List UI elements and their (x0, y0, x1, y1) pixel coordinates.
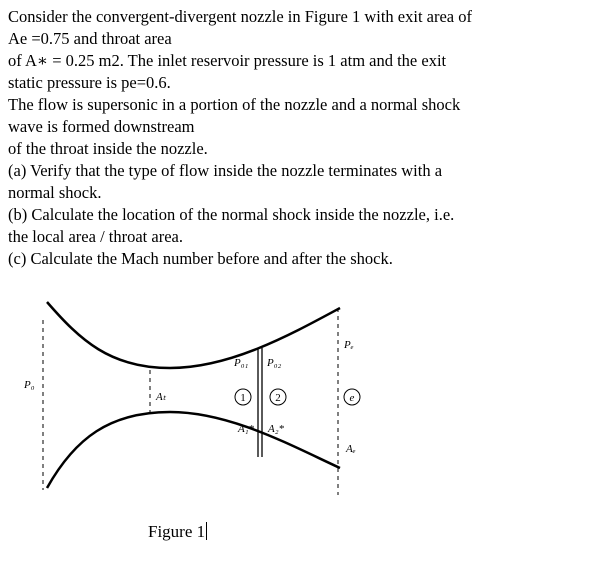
nozzle-upper-wall (47, 302, 340, 368)
exit-state-label: e (349, 392, 355, 404)
throat-area-label: Aₜ (156, 391, 166, 403)
reservoir-pressure-label: P₀ (24, 379, 35, 391)
problem-statement (8, 6, 600, 270)
problem-line: The flow is supersonic in a portion of the nozzle and a normal shock (8, 95, 461, 114)
state-2-label: 2 (275, 392, 281, 404)
exit-area-label: Aₑ (346, 443, 356, 455)
stagnation-pressure-1-label: P₀₁ (234, 357, 249, 369)
nozzle-figure (0, 290, 608, 520)
problem-line: static pressure is pe=0.6. (8, 73, 171, 92)
problem-line: (c) Calculate the Mach number before and after the shock. (8, 249, 393, 268)
problem-line: (b) Calculate the location of the normal shock inside the nozzle, i.e. (8, 205, 455, 224)
figure-caption-text: Figure 1 (148, 522, 206, 541)
throat-area-2-label: A₂* (268, 423, 285, 435)
state-1-label: 1 (240, 392, 246, 404)
problem-line: normal shock. (8, 183, 102, 202)
problem-line: Ae =0.75 and throat area (8, 29, 172, 48)
exit-pressure-label: Pₑ (344, 339, 354, 351)
stagnation-pressure-2-label: P₀₂ (267, 357, 282, 369)
text-cursor (206, 522, 207, 540)
throat-area-1-label: A₁* (238, 423, 255, 435)
nozzle-lower-wall (47, 412, 340, 488)
problem-line: the local area / throat area. (8, 227, 183, 246)
problem-line: of the throat inside the nozzle. (8, 139, 208, 158)
figure-caption (148, 522, 207, 542)
problem-line: (a) Verify that the type of flow inside the nozzle terminates with a (8, 161, 443, 180)
problem-line: of A∗ = 0.25 m2. The inlet reservoir pressure is 1 atm and the exit (8, 51, 447, 70)
problem-line: wave is formed downstream (8, 117, 195, 136)
problem-line: Consider the convergent-divergent nozzle in Figure 1 with exit area of (8, 7, 472, 26)
